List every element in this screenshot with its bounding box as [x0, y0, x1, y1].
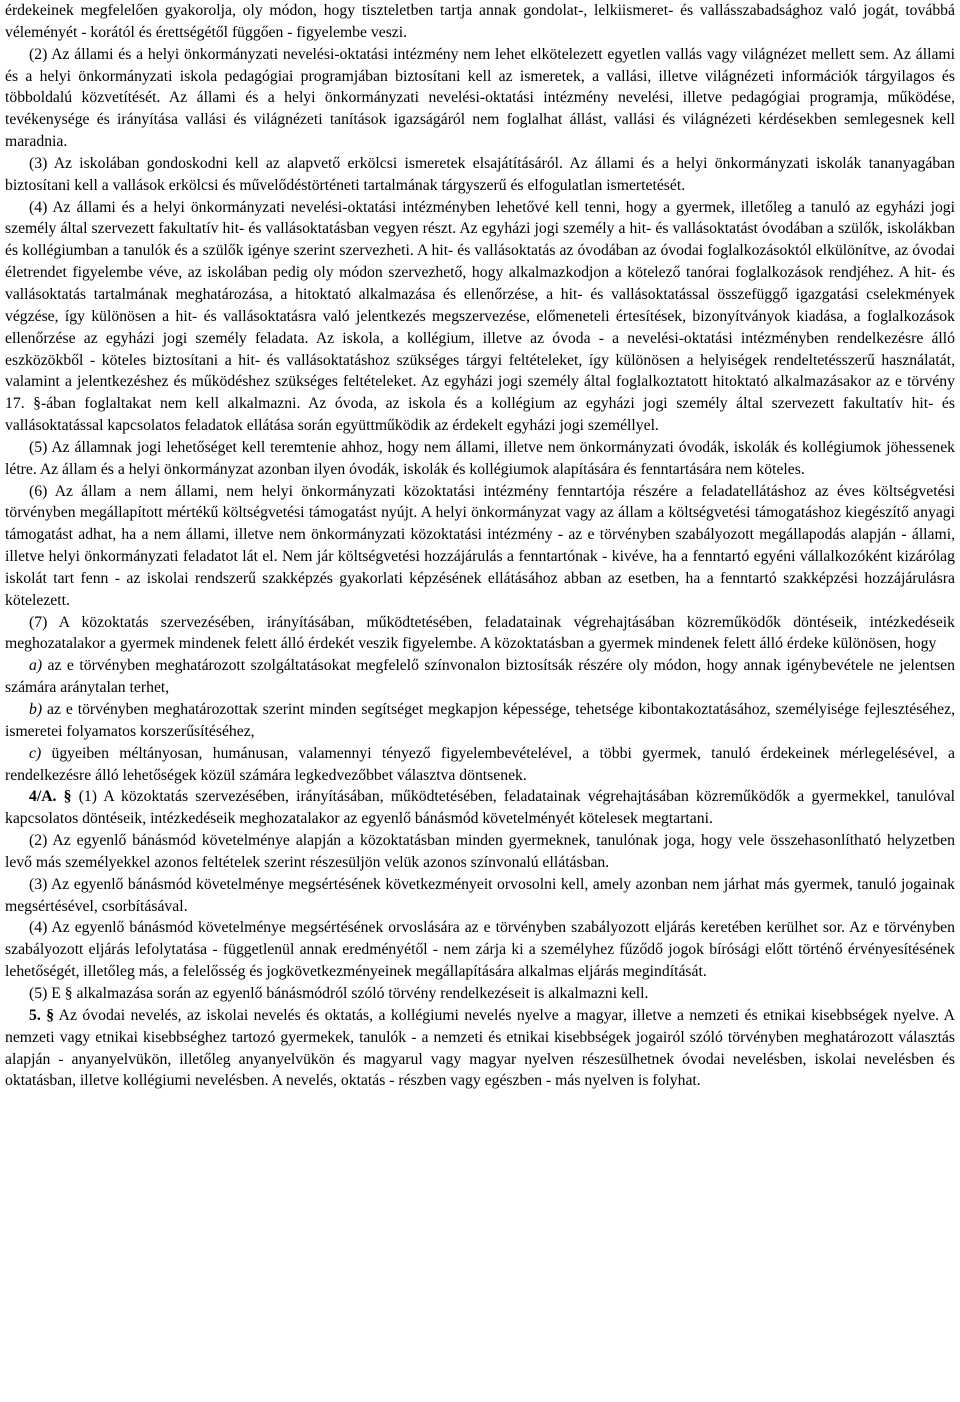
section-4a-3: (3) Az egyenlő bánásmód követelménye megsértésének következményeit orvosolni kell, amely azonban nem járhat más gyermek, tanuló jogainak megsértésével, csorbításával.: [5, 875, 955, 915]
section-4a-1-text: (1) A közoktatás szervezésében, irányításában, működtetésében, feladatainak végrehajtásában közreműködők a gyermekkel, tanulóval kapcsolatos döntéseik, intézkedéseik meghozatalakor az egyenlő bánásmód követelményét kötelesek megtartani.: [5, 788, 955, 828]
section-5-text: Az óvodai nevelés, az iskolai nevelés és oktatás, a kollégiumi nevelés nyelve a magyar, illetve a nemzeti és etnikai kisebbségek nyelve. A nemzeti vagy etnikai kisebbséghez tartozó gyermekek, tanulók - a nemzeti és etnikai kisebbségek jogairól szóló törvényben meghatározott választás alapján - anyanyelvükön, illetőleg anyanyelvükön és magyarul vagy magyar nyelven részesülhetnek óvodai nevelésben, iskolai nevelésben és oktatásban, illetve kollégiumi nevelésben. A nevelés, oktatás - részben vagy egészben - más nyelven is folyhat.: [5, 1006, 956, 1090]
list-item-a-label: a): [29, 657, 43, 675]
list-item-c: [5, 743, 955, 787]
section-4a-2: (2) Az egyenlő bánásmód követelménye alapján a közoktatásban minden gyermeknek, tanulónak joga, hogy vele összehasonlítható helyzetben levő más személyekkel azonos feltételek szerint részesüljön velük azonos színvonalú ellátásban.: [5, 832, 955, 871]
list-item-b: [5, 699, 955, 743]
section-4a-1: [5, 786, 955, 830]
section-5: [5, 1005, 955, 1092]
section-4a-5: (5) E § alkalmazása során az egyenlő bánásmódról szóló törvény rendelkezéseit is alkalmazni kell.: [29, 984, 649, 1002]
list-item-b-label: b): [29, 701, 43, 718]
paragraph-4: (4) Az állami és a helyi önkormányzati nevelési-oktatási intézményben lehetővé kell tenni, hogy a gyermek, illetőleg a tanuló az egyházi jogi személy által szervezett fakultatív hit- és vallásoktatásban vegyen részt. Az egyházi jogi személy a hit- és vallásoktatást óvodában a szülők, iskolákban és kollégiumban a tanulók és a szülők igénye szerint szervezheti. A hit- és vallásoktatás az óvodában az óvodai foglalkozásoktól elkülönítve, az óvodai életrendet figyelembe véve, az iskolában pedig oly módon szervezhető, hogy alkalmazkodjon a kötelező tanórai foglalkozások rendjéhez. A hit- és vallásoktatás tartalmának meghatározása, a hitoktató alkalmazása és ellenőrzése, a hit- és vallásoktatással összefüggő igazgatási cselekmények végzése, így különösen a hit- és vallásoktatásra való jelentkezés megszervezése, előmeneteli értesítések, bizonyítványok kiadása, a foglalkozások ellenőrzése az egyházi jogi személy feladata. Az iskola, a kollégium, illetve az óvoda - a nevelési-oktatási intézményben rendelkezésre álló eszközökből - köteles biztosítani a hit- és vallásoktatáshoz szükséges tárgyi feltételeket, így különösen a helyiségek rendeltetésszerű használatát, valamint a jelentkezéshez és működéshez szükséges feltételeket. Az egyházi jogi személy által foglalkoztatott hitoktató alkalmazásakor az e törvény 17. §-ában foglaltakat nem kell alkalmazni. Az óvoda, az iskola és a kollégium az egyházi jogi személy által szervezett fakultatív hit- és vallásoktatással kapcsolatos feladatok ellátása során együttműködik az érdekelt egyházi jogi személlyel.: [5, 198, 955, 435]
paragraph-3: (3) Az iskolában gondoskodni kell az alapvető erkölcsi ismeretek elsajátításáról. Az állami és a helyi önkormányzati iskolák tananyagában biztosítani kell a vallások erkölcsi és művelődéstörténeti tartalmának tárgyszerű és elfogulatlan ismertetését.: [5, 154, 955, 194]
paragraph-continuation: érdekeinek megfelelően gyakorolja, oly módon, hogy tiszteletben tartja annak gondolat-, lelkiismeret- és vallásszabadsághoz való jogát, továbbá véleményét - korától és érettségétől függően - figyelembe veszi.: [5, 2, 955, 41]
section-4a-number: 4/A.: [29, 788, 57, 806]
paragraph-6: (6) Az állam a nem állami, nem helyi önkormányzati közoktatási intézmény fenntartója részére a feladatellátáshoz az éves költségvetési törvényben megállapított mértékű költségvetési támogatást nyújt. A helyi önkormányzat vagy az állam a költségvetési támogatáshoz kiegészítő anyagi támogatást adhat, ha a nem állami, illetve nem önkormányzati közoktatási intézmény - az e törvényben szabályozott megállapodás alapján - állami, illetve helyi önkormányzati feladatot lát el. Nem jár költségvetési hozzájárulás a fenntartónak - kivéve, ha a fenntartó egyéni vállalkozóként kizárólag iskolát tart fenn - az iskolai rendszerű szakképzés gyakorlati képzésének ellátásához abban az esetben, ha a fenntartó szakképzési hozzájárulásra kötelezett.: [5, 482, 955, 609]
paragraph-2: (2) Az állami és a helyi önkormányzati nevelési-oktatási intézmény nem lehet elkötelezett egyetlen vallás vagy világnézet mellett sem. Az állami és a helyi önkormányzati iskola pedagógiai programjában biztosítani kell az ismeretek, a vallási, illetve világnézeti információk tárgyilagos és többoldalú közvetítését. Az állami és a helyi önkormányzati nevelési-oktatási intézmény nevelési, illetve pedagógiai programja, működése, tevékenysége és irányítása vallási és világnézeti tanítások igazságáról nem foglalhat állást, vallási és világnézeti kérdésekben semlegesnek kell maradnia.: [5, 45, 955, 151]
paragraph-7: (7) A közoktatás szervezésében, irányításában, működtetésében, feladatainak végrehajtásában közreműködők döntéseik, intézkedéseik meghozatalakor a gyermek mindenek felett álló érdekét veszik figyelembe. A közoktatásban a gyermek mindenek felett álló érdeke különösen, hogy: [5, 613, 955, 653]
list-item-a: [5, 655, 955, 699]
list-item-c-text: ügyeiben méltányosan, humánusan, valamennyi tényező figyelembevételével, a többi gyermek, tanuló érdekeinek mérlegelésével, a rendelkezésre álló lehetőségek közül számára legkedvezőbbet választva döntsenek.: [5, 744, 955, 784]
section-sign: §: [63, 788, 72, 806]
list-item-b-text: az e törvényben meghatározottak szerint minden segítséget megkapjon képessége, tehetsége kibontakoztatásához, személyisége fejlesztéséhez, ismeretei folyamatos korszerűsítéséhez,: [5, 701, 955, 740]
section-4a-4: (4) Az egyenlő bánásmód követelménye megsértésének orvoslására az e törvényben szabályozott eljárás keretében kerülhet sor. Az e törvényben szabályozott eljárás lefolytatása - függetlenül annak eredményétől - nem zárja ki a személyhez fűződő jogok bírósági előtt történő érvényesítésének lehetőségét, illetőleg más, a felelősség és jogkövetkezményeinek megállapítására alkalmas eljárás megindítását.: [5, 919, 955, 981]
list-item-a-text: az e törvényben meghatározott szolgáltatásokat megfelelő színvonalon biztosítsák részére oly módon, hogy annak igénybevétele ne jelentsen számára aránytalan terhet,: [5, 657, 955, 697]
section-5-number: 5.: [29, 1006, 41, 1024]
list-item-c-label: c): [29, 744, 42, 762]
paragraph-5: (5) Az államnak jogi lehetőséget kell teremtenie ahhoz, hogy nem állami, illetve nem önkormányzati óvodák, iskolák és kollégiumok jöhessenek létre. Az állam és a helyi önkormányzat azonban ilyen óvodák, iskolák és kollégiumok alapítására és fenntartására nem köteles.: [5, 438, 955, 478]
section-sign: §: [46, 1006, 55, 1024]
